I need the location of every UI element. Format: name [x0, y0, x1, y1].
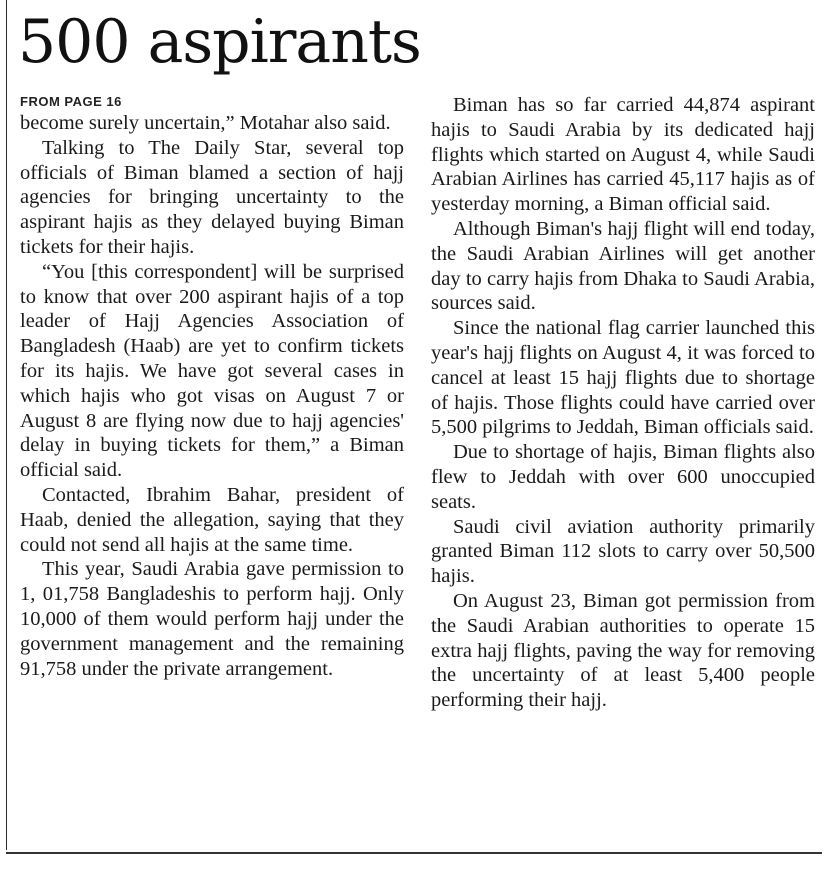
paragraph: Due to shortage of hajis, Biman flights also flew to Jeddah with over 600 unoccupied seats.	[431, 441, 815, 513]
paragraph: Talking to The Daily Star, several top officials of Biman blamed a section of hajj agencies for bringing uncertainty to the aspirant hajis as they delayed buying Biman tickets for their hajis.	[20, 136, 404, 258]
paragraph: become surely uncertain,” Motahar also said.	[20, 112, 391, 134]
left-column-rule	[6, 0, 7, 850]
paragraph: “You [this correspondent] will be surprised to know that over 200 aspirant hajis of a top leader of Hajj Agencies Association of Bangladesh (Haab) are yet to confirm tickets for its hajis. We have got several cases in which hajis who got visas on August 7 or August 8 are flying now due to hajj agencies' delay in buying tickets for them,” a Biman official said.	[20, 260, 404, 482]
paragraph: Biman has so far carried 44,874 aspirant hajis to Saudi Arabia by its dedicated hajj flights which started on August 4, while Saudi Arabian Airlines has carried 45,117 hajis as of yesterday morning, a Biman official said.	[431, 94, 815, 216]
paragraph: Although Biman's hajj flight will end today, the Saudi Arabian Airlines will get another day to carry hajis from Dhaka to Saudi Arabia, sources said.	[431, 217, 815, 315]
paragraph: Contacted, Ibrahim Bahar, president of Haab, denied the allegation, saying that they could not send all hajis at the same time.	[20, 483, 404, 556]
paragraph: Since the national flag carrier launched this year's hajj flights on August 4, it was forced to cancel at least 15 hajj flights due to shortage of hajis. Those flights could have carried over 5,500 pilgrims to Jeddah, Biman officials said.	[431, 317, 815, 439]
right-column	[431, 93, 815, 713]
left-column	[20, 93, 404, 681]
paragraph: This year, Saudi Arabia gave permission to 1, 01,758 Bangladeshis to perform hajj. Only 10,000 of them would perform hajj under the government management and the remaining 91,758 under the private arrangement.	[20, 558, 404, 680]
paragraph: On August 23, Biman got permission from the Saudi Arabian authorities to operate 15 extra hajj flights, paving the way for removing the uncertainty of at least 5,400 people performing their hajj.	[431, 589, 815, 712]
jump-line: FROM PAGE 16	[20, 94, 122, 109]
bottom-rule	[6, 852, 822, 854]
paragraph: Saudi civil aviation authority primarily granted Biman 112 slots to carry over 50,500 hajis.	[431, 515, 815, 588]
headline: 500 aspirants	[18, 7, 421, 77]
